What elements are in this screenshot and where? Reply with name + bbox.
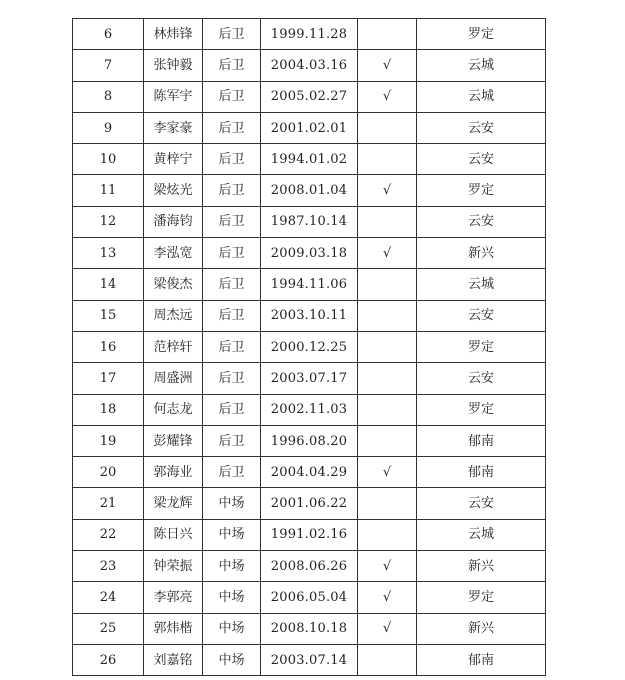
table-row <box>73 175 546 206</box>
cell-number: 19 <box>73 425 144 456</box>
cell-check-mark <box>358 519 417 550</box>
cell-number: 20 <box>73 457 144 488</box>
cell-number: 25 <box>73 613 144 644</box>
cell-birth-date: 2003.10.11 <box>261 300 358 331</box>
cell-birth-date: 2003.07.14 <box>261 644 358 675</box>
cell-position: 中场 <box>203 582 261 613</box>
cell-number: 26 <box>73 644 144 675</box>
table-row <box>73 19 546 50</box>
cell-city: 云城 <box>417 269 546 300</box>
cell-birth-date: 2006.05.04 <box>261 582 358 613</box>
cell-check-mark: √ <box>358 81 417 112</box>
cell-number: 14 <box>73 269 144 300</box>
table-row <box>73 394 546 425</box>
cell-position: 后卫 <box>203 394 261 425</box>
cell-number: 18 <box>73 394 144 425</box>
cell-player-name: 陈军宇 <box>144 81 203 112</box>
cell-player-name: 周盛洲 <box>144 363 203 394</box>
cell-number: 23 <box>73 551 144 582</box>
cell-position: 中场 <box>203 551 261 582</box>
cell-check-mark <box>358 488 417 519</box>
cell-number: 24 <box>73 582 144 613</box>
table-row <box>73 331 546 362</box>
cell-position: 后卫 <box>203 300 261 331</box>
cell-birth-date: 1987.10.14 <box>261 206 358 237</box>
cell-birth-date: 2005.02.27 <box>261 81 358 112</box>
cell-check-mark: √ <box>358 50 417 81</box>
cell-number: 13 <box>73 238 144 269</box>
cell-player-name: 李家豪 <box>144 112 203 143</box>
cell-city: 云安 <box>417 300 546 331</box>
cell-city: 云安 <box>417 488 546 519</box>
cell-number: 12 <box>73 206 144 237</box>
cell-check-mark: √ <box>358 613 417 644</box>
cell-check-mark <box>358 394 417 425</box>
cell-position: 后卫 <box>203 331 261 362</box>
cell-birth-date: 2009.03.18 <box>261 238 358 269</box>
cell-position: 后卫 <box>203 238 261 269</box>
cell-player-name: 周杰远 <box>144 300 203 331</box>
cell-birth-date: 2008.06.26 <box>261 551 358 582</box>
cell-birth-date: 1991.02.16 <box>261 519 358 550</box>
cell-birth-date: 2000.12.25 <box>261 331 358 362</box>
cell-birth-date: 2008.10.18 <box>261 613 358 644</box>
cell-check-mark: √ <box>358 457 417 488</box>
cell-position: 中场 <box>203 644 261 675</box>
cell-check-mark: √ <box>358 551 417 582</box>
cell-number: 11 <box>73 175 144 206</box>
cell-birth-date: 2001.02.01 <box>261 112 358 143</box>
table-row <box>73 238 546 269</box>
roster-table-body <box>73 19 546 676</box>
cell-position: 后卫 <box>203 269 261 300</box>
table-row <box>73 300 546 331</box>
cell-position: 后卫 <box>203 19 261 50</box>
cell-player-name: 潘海钧 <box>144 206 203 237</box>
table-row <box>73 425 546 456</box>
cell-city: 云安 <box>417 144 546 175</box>
cell-player-name: 李泓宽 <box>144 238 203 269</box>
cell-city: 新兴 <box>417 238 546 269</box>
cell-player-name: 范梓轩 <box>144 331 203 362</box>
cell-player-name: 张钟毅 <box>144 50 203 81</box>
cell-number: 22 <box>73 519 144 550</box>
cell-city: 罗定 <box>417 582 546 613</box>
cell-number: 8 <box>73 81 144 112</box>
cell-birth-date: 2002.11.03 <box>261 394 358 425</box>
table-row <box>73 81 546 112</box>
cell-city: 云城 <box>417 519 546 550</box>
table-row <box>73 613 546 644</box>
cell-city: 郁南 <box>417 425 546 456</box>
cell-check-mark <box>358 300 417 331</box>
cell-birth-date: 2004.04.29 <box>261 457 358 488</box>
table-row <box>73 363 546 394</box>
table-row <box>73 582 546 613</box>
cell-check-mark <box>358 331 417 362</box>
cell-player-name: 陈日兴 <box>144 519 203 550</box>
table-row <box>73 488 546 519</box>
cell-number: 6 <box>73 19 144 50</box>
table-row <box>73 144 546 175</box>
cell-player-name: 梁炫光 <box>144 175 203 206</box>
cell-city: 云安 <box>417 363 546 394</box>
cell-birth-date: 1999.11.28 <box>261 19 358 50</box>
cell-check-mark <box>358 144 417 175</box>
cell-player-name: 梁俊杰 <box>144 269 203 300</box>
cell-birth-date: 1994.01.02 <box>261 144 358 175</box>
cell-check-mark <box>358 206 417 237</box>
cell-player-name: 黄梓宁 <box>144 144 203 175</box>
table-row <box>73 269 546 300</box>
cell-birth-date: 1994.11.06 <box>261 269 358 300</box>
table-row <box>73 206 546 237</box>
cell-birth-date: 2008.01.04 <box>261 175 358 206</box>
cell-city: 罗定 <box>417 175 546 206</box>
cell-check-mark <box>358 644 417 675</box>
cell-position: 后卫 <box>203 81 261 112</box>
cell-city: 云安 <box>417 206 546 237</box>
cell-number: 7 <box>73 50 144 81</box>
cell-birth-date: 2001.06.22 <box>261 488 358 519</box>
cell-birth-date: 1996.08.20 <box>261 425 358 456</box>
cell-player-name: 林炜锋 <box>144 19 203 50</box>
cell-check-mark: √ <box>358 238 417 269</box>
cell-player-name: 刘嘉铭 <box>144 644 203 675</box>
cell-number: 17 <box>73 363 144 394</box>
cell-player-name: 梁龙辉 <box>144 488 203 519</box>
cell-number: 21 <box>73 488 144 519</box>
table-row <box>73 457 546 488</box>
table-row <box>73 551 546 582</box>
cell-number: 15 <box>73 300 144 331</box>
table-row <box>73 644 546 675</box>
cell-position: 后卫 <box>203 144 261 175</box>
cell-number: 16 <box>73 331 144 362</box>
cell-check-mark <box>358 19 417 50</box>
cell-position: 后卫 <box>203 206 261 237</box>
cell-player-name: 郭炜楷 <box>144 613 203 644</box>
cell-position: 后卫 <box>203 425 261 456</box>
cell-position: 后卫 <box>203 50 261 81</box>
cell-city: 罗定 <box>417 331 546 362</box>
cell-position: 中场 <box>203 488 261 519</box>
cell-position: 后卫 <box>203 363 261 394</box>
cell-player-name: 钟荣振 <box>144 551 203 582</box>
cell-position: 后卫 <box>203 112 261 143</box>
cell-check-mark <box>358 112 417 143</box>
cell-position: 中场 <box>203 519 261 550</box>
cell-position: 后卫 <box>203 175 261 206</box>
cell-check-mark <box>358 425 417 456</box>
cell-birth-date: 2003.07.17 <box>261 363 358 394</box>
cell-position: 后卫 <box>203 457 261 488</box>
table-row <box>73 50 546 81</box>
cell-city: 云城 <box>417 50 546 81</box>
table-row <box>73 519 546 550</box>
cell-city: 郁南 <box>417 644 546 675</box>
cell-city: 新兴 <box>417 551 546 582</box>
cell-birth-date: 2004.03.16 <box>261 50 358 81</box>
cell-check-mark: √ <box>358 175 417 206</box>
cell-city: 罗定 <box>417 19 546 50</box>
cell-player-name: 何志龙 <box>144 394 203 425</box>
cell-number: 10 <box>73 144 144 175</box>
cell-city: 云安 <box>417 112 546 143</box>
cell-check-mark <box>358 269 417 300</box>
player-roster-table <box>72 18 546 676</box>
cell-position: 中场 <box>203 613 261 644</box>
cell-number: 9 <box>73 112 144 143</box>
cell-city: 新兴 <box>417 613 546 644</box>
cell-city: 郁南 <box>417 457 546 488</box>
cell-check-mark <box>358 363 417 394</box>
cell-city: 罗定 <box>417 394 546 425</box>
cell-player-name: 彭耀锋 <box>144 425 203 456</box>
cell-player-name: 李郭亮 <box>144 582 203 613</box>
cell-player-name: 郭海业 <box>144 457 203 488</box>
cell-check-mark: √ <box>358 582 417 613</box>
cell-city: 云城 <box>417 81 546 112</box>
table-row <box>73 112 546 143</box>
